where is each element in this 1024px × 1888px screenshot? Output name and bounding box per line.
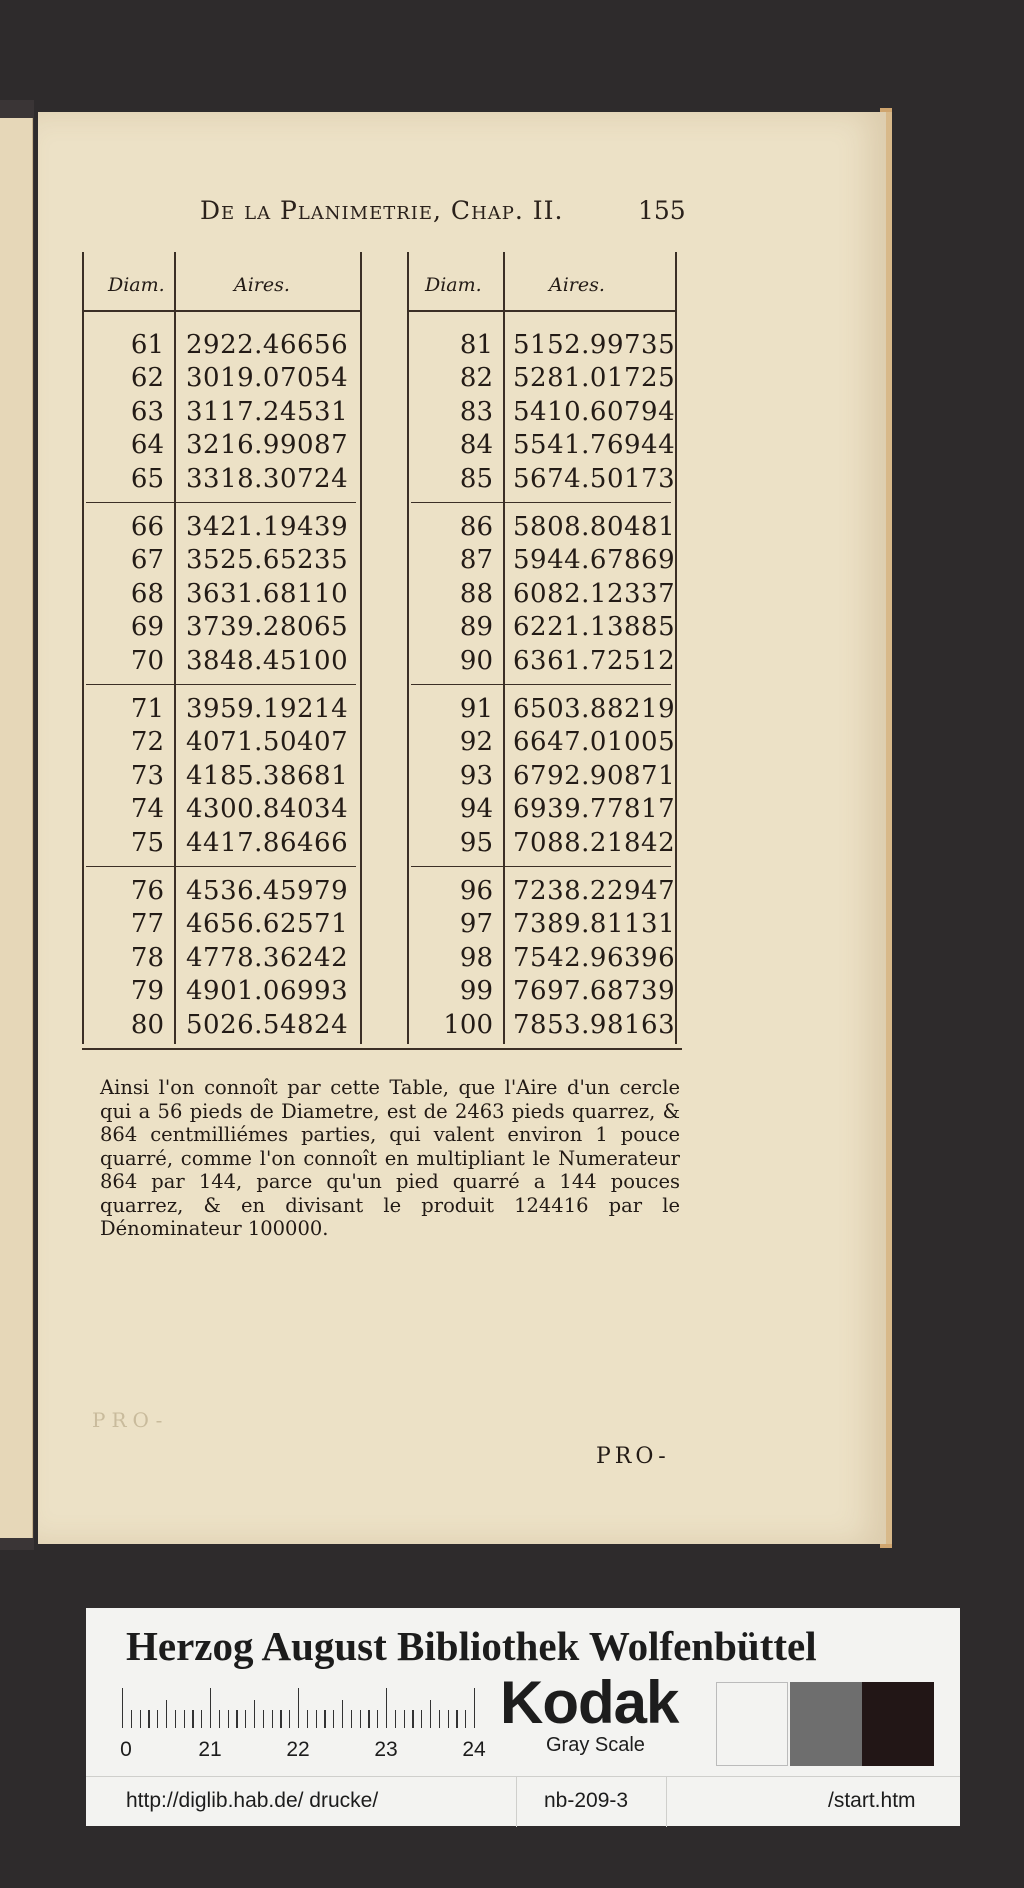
area-cell: 2922.46656 [186,330,349,360]
diameter-cell: 67 [130,545,164,576]
table-row [407,976,687,1006]
area-cell: 6939.77817 [513,794,676,825]
ruler-tick [175,1710,176,1728]
area-cell: 7088.21842 [513,827,676,858]
group-rule [411,866,671,867]
diameter-cell: 70 [130,645,164,676]
ruler-tick [122,1688,123,1728]
ruler-tick [254,1700,255,1728]
area-cell: 7389.81131 [513,909,676,940]
ruler-tick [148,1710,149,1728]
col-head-aires: Aires. [549,274,605,296]
area-cell: 5281.01725 [513,363,676,394]
table-row [407,464,687,494]
page-number: 155 [638,196,686,225]
ruler-tick [386,1688,387,1728]
table-row [407,876,687,906]
ruler-tick [228,1710,229,1728]
diameter-cell: 90 [459,645,493,676]
area-cell: 3117.24531 [186,396,349,427]
area-cell: 7238.22947 [513,876,676,906]
ruler-tick [289,1710,290,1728]
table-row [407,612,687,642]
url-right[interactable]: /start.htm [828,1789,916,1812]
diameter-cell: 62 [130,363,164,394]
diameter-cell: 96 [459,876,493,906]
table-row [82,397,362,427]
ruler-tick [368,1710,369,1728]
area-cell: 7853.98163 [513,1009,676,1040]
table-row [82,794,362,824]
ruler-tick [412,1710,413,1728]
diameter-cell: 88 [459,578,493,609]
running-head: De la Planimetrie, Chap. II. [200,196,564,225]
diameter-cell: 82 [459,363,493,394]
table-left-half [82,252,362,1044]
diameter-cell: 73 [130,760,164,791]
area-cell: 6503.88219 [513,694,676,724]
diameter-cell: 76 [130,876,164,906]
ruler-tick [316,1710,317,1728]
ruler-tick [465,1710,466,1728]
table-row [407,579,687,609]
table-row [407,828,687,858]
group-rule [411,684,671,685]
group-rule [86,684,356,685]
area-cell: 5410.60794 [513,396,676,427]
ruler-tick [404,1710,405,1728]
area-cell: 7697.68739 [513,976,676,1007]
ruler-tick [210,1688,211,1728]
measurement-ruler [120,1688,486,1761]
explanation-paragraph: Ainsi l'on connoît par cette Table, que l'Aire d'un cercle qui a 56 pieds de Diametre, est de 2463 pieds quarrez, & 864 centmilliémes parties, qui valent environ 1 pouce quarré, comme l'on connoît en multipliant le Numerateur 864 par 144, parce qu'un pied quarré a 144 pouces quarrez, & en divisant le produit 124416 par le Dénominateur 100000. [100,1076,680,1240]
library-name: Herzog August Bibliothek Wolfenbüttel [126,1623,817,1669]
ruler-tick [263,1710,264,1728]
ruler-tick [236,1710,237,1728]
diameter-cell: 64 [130,430,164,461]
table-row [82,694,362,724]
area-cell: 4901.06993 [186,976,349,1007]
header-rule [407,310,677,312]
ruler-tick [448,1710,449,1728]
table-row [82,1010,362,1040]
ruler-tick [166,1700,167,1728]
area-cell: 4071.50407 [186,727,349,758]
group-rule [86,866,356,867]
diameter-cell: 97 [459,909,493,940]
ruler-number: 22 [286,1738,310,1761]
table-bottom-rule [82,1048,682,1050]
group-rule [86,502,356,503]
ruler-tick [140,1710,141,1728]
diameter-cell: 86 [459,512,493,542]
diameter-cell: 89 [459,612,493,643]
table-row [82,976,362,1006]
table-row [407,694,687,724]
header-rule [82,310,362,312]
ruler-tick [219,1710,220,1728]
url-row [86,1776,960,1827]
area-cell: 5026.54824 [186,1009,349,1040]
url-divider [666,1777,667,1827]
diameter-cell: 87 [459,545,493,576]
diameter-cell: 92 [459,727,493,758]
url-divider [516,1777,517,1827]
table-row [407,330,687,360]
table-row [82,330,362,360]
area-cell: 3216.99087 [186,430,349,461]
diameter-cell: 63 [130,396,164,427]
table-row [407,761,687,791]
area-cell: 3848.45100 [186,645,349,676]
diameter-cell: 99 [459,976,493,1007]
area-cell: 6792.90871 [513,760,676,791]
diameter-cell: 83 [459,396,493,427]
diameter-cell: 100 [443,1009,493,1040]
diameter-cell: 66 [130,512,164,542]
area-cell: 5152.99735 [513,330,676,360]
diameter-cell: 95 [459,827,493,858]
table-row [407,430,687,460]
area-cell: 4300.84034 [186,794,349,825]
area-cell: 4778.36242 [186,942,349,973]
ruler-tick [324,1710,325,1728]
col-head-diam: Diam. [425,274,482,296]
gray-swatch-white [716,1682,788,1766]
ruler-tick [342,1700,343,1728]
diameter-cell: 74 [130,794,164,825]
area-cell: 3959.19214 [186,694,349,724]
ruler-tick [395,1710,396,1728]
diameter-cell: 65 [130,463,164,494]
table-row [407,512,687,542]
ruler-tick [377,1710,378,1728]
table-row [82,512,362,542]
area-cell: 6361.72512 [513,645,676,676]
area-cell: 5944.67869 [513,545,676,576]
diameter-cell: 72 [130,727,164,758]
table-row [407,363,687,393]
diameter-cell: 61 [130,330,164,360]
ruler-number: 23 [374,1738,398,1761]
diameter-cell: 91 [459,694,493,724]
table-row [82,545,362,575]
table-row [407,1010,687,1040]
area-cell: 3739.28065 [186,612,349,643]
area-cell: 5541.76944 [513,430,676,461]
area-cell: 4536.45979 [186,876,349,906]
table-row [82,943,362,973]
library-color-card [86,1608,960,1826]
ruler-tick [474,1688,475,1728]
table-row [82,646,362,676]
ruler-tick [131,1710,132,1728]
ruler-tick [360,1710,361,1728]
diameter-cell: 93 [459,760,493,791]
area-cell: 6082.12337 [513,578,676,609]
ruler-tick [456,1710,457,1728]
area-cell: 4185.38681 [186,760,349,791]
diameter-cell: 98 [459,942,493,973]
adjacent-page-edge [0,118,33,1538]
table-row [407,909,687,939]
ruler-tick [192,1710,193,1728]
ruler-tick [280,1710,281,1728]
ruler-tick [245,1710,246,1728]
ruler-number: 0 [120,1738,132,1761]
table-row [407,397,687,427]
area-cell: 7542.96396 [513,942,676,973]
table-row [82,579,362,609]
diameter-cell: 77 [130,909,164,940]
diameter-cell: 84 [459,430,493,461]
area-cell: 4656.62571 [186,909,349,940]
col-head-diam: Diam. [108,274,165,296]
gray-swatch-black [862,1682,934,1766]
table-row [82,363,362,393]
url-id[interactable]: nb-209-3 [544,1789,629,1812]
table-row [407,727,687,757]
ruler-tick [201,1710,202,1728]
catchword: PRO- [596,1444,670,1469]
ruler-tick [430,1700,431,1728]
table-row [82,612,362,642]
ruler-tick [184,1710,185,1728]
table-right-half [407,252,677,1044]
ruler-number: 24 [462,1738,486,1761]
ruler-tick [333,1710,334,1728]
url-left[interactable]: http://diglib.hab.de/ drucke/ [126,1789,379,1812]
area-cell: 3631.68110 [186,578,349,609]
ruler-tick [351,1710,352,1728]
table-row [82,876,362,906]
area-cell: 5808.80481 [513,512,676,542]
ruler-tick [439,1710,440,1728]
table-row [82,430,362,460]
table-row [82,727,362,757]
diameter-cell: 69 [130,612,164,643]
area-cell: 3525.65235 [186,545,349,576]
ruler-tick [298,1688,299,1728]
ruler-tick [157,1710,158,1728]
show-through-text: PRO- [92,1408,169,1432]
kodak-logo: Kodak [500,1669,679,1736]
ruler-tick [307,1710,308,1728]
gray-scale-label: Gray Scale [546,1734,645,1756]
table-row [82,909,362,939]
area-cell: 3019.07054 [186,363,349,394]
gray-swatch-mid [790,1682,862,1766]
diameter-cell: 78 [130,942,164,973]
group-rule [411,502,671,503]
table-row [407,646,687,676]
area-cell: 5674.50173 [513,463,676,494]
diameter-cell: 94 [459,794,493,825]
diameter-cell: 79 [130,976,164,1007]
area-cell: 4417.86466 [186,827,349,858]
diameter-cell: 80 [130,1009,164,1040]
area-cell: 6221.13885 [513,612,676,643]
table-row [407,943,687,973]
area-cell: 6647.01005 [513,727,676,758]
table-row [407,545,687,575]
diameter-cell: 81 [459,330,493,360]
diameter-cell: 75 [130,827,164,858]
ruler-number: 21 [198,1738,222,1761]
diameter-cell: 68 [130,578,164,609]
area-cell: 3421.19439 [186,512,349,542]
diameter-cell: 71 [130,694,164,724]
ruler-tick [272,1710,273,1728]
area-cell: 3318.30724 [186,463,349,494]
table-row [82,464,362,494]
table-row [82,761,362,791]
col-head-aires: Aires. [234,274,290,296]
table-row [407,794,687,824]
diameter-cell: 85 [459,463,493,494]
table-row [82,828,362,858]
ruler-tick [421,1710,422,1728]
area-table [82,252,680,1044]
